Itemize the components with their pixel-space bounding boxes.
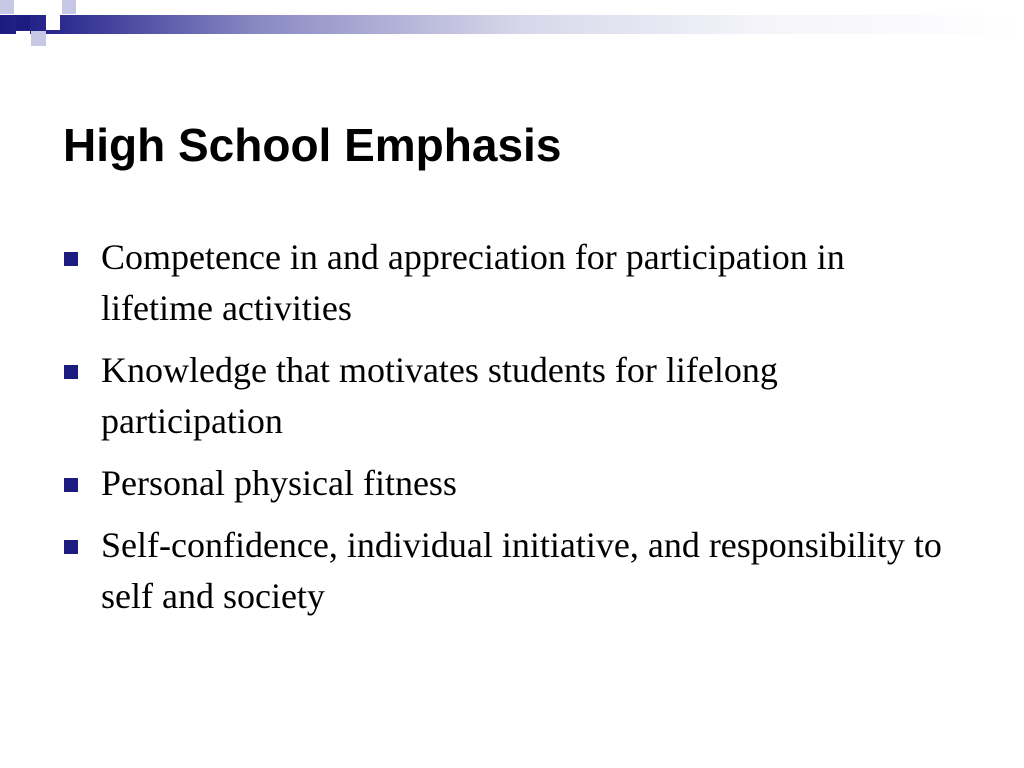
bullet-item (64, 520, 964, 622)
decorative-square (16, 15, 30, 30)
square-bullet-icon (64, 252, 78, 266)
bullet-item (64, 345, 964, 447)
bullet-item (64, 232, 964, 334)
bullet-text: Self-confidence, individual initiative, and responsibility to self and society (101, 525, 942, 616)
square-bullet-icon (64, 478, 78, 492)
bullet-text: Competence in and appreciation for participation in lifetime activities (101, 237, 845, 328)
decorative-square (31, 31, 46, 46)
decorative-square (31, 0, 46, 14)
header-gradient-band (0, 15, 1024, 34)
bullet-text: Knowledge that motivates students for lifelong participation (101, 350, 778, 441)
decorative-square (46, 15, 60, 30)
decorative-square (0, 0, 14, 14)
square-bullet-icon (64, 540, 78, 554)
bullet-list (64, 232, 964, 633)
square-bullet-icon (64, 365, 78, 379)
decorative-square (16, 31, 30, 46)
slide-title: High School Emphasis (63, 119, 562, 171)
decorative-square (62, 0, 76, 14)
bullet-text: Personal physical fitness (101, 463, 457, 503)
bullet-item (64, 458, 964, 509)
